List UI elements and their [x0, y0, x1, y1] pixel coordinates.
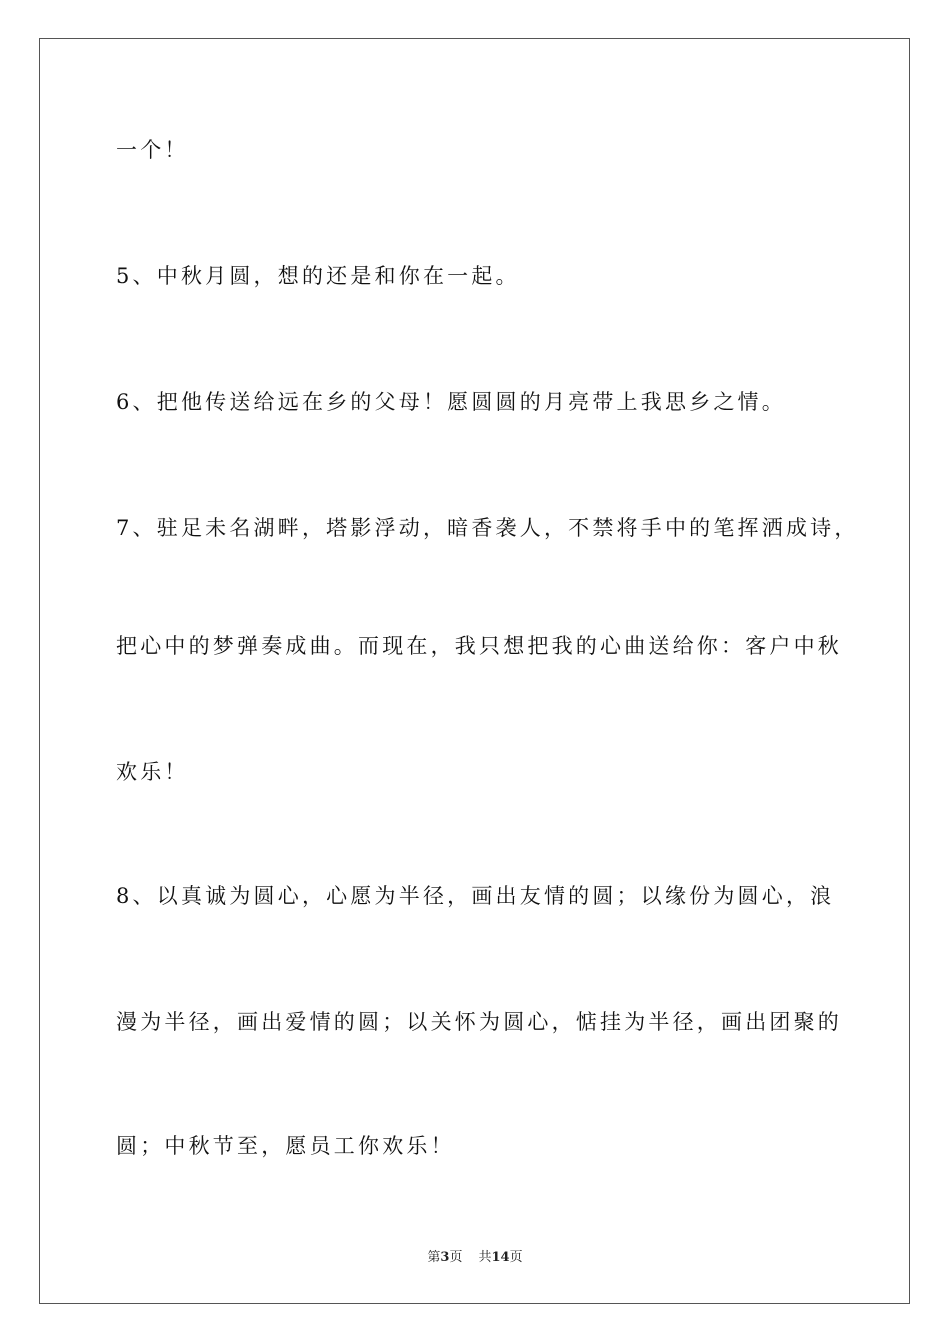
page-footer — [0, 1249, 950, 1267]
total-pages: 14 — [491, 1250, 510, 1265]
text-line-item-8: 8、以真诚为圆心，心愿为半径，画出友情的圆；以缘份为圆心，浪 — [116, 884, 835, 908]
text-line-item-8-cont-2: 圆；中秋节至，愿员工你欢乐！ — [116, 1134, 455, 1158]
text-line-item-8-cont-1: 漫为半径，画出爱情的圆；以关怀为圆心，惦挂为半径，画出团聚的 — [116, 1010, 842, 1034]
page-border — [39, 38, 910, 1304]
text-line-item-5: 5、中秋月圆，想的还是和你在一起。 — [116, 264, 520, 288]
text-line-item-7-cont-1: 把心中的梦弹奏成曲。而现在，我只想把我的心曲送给你：客户中秋 — [116, 634, 842, 658]
text-line-item-7: 7、驻足未名湖畔，塔影浮动，暗香袭人，不禁将手中的笔挥洒成诗， — [116, 516, 859, 540]
page-prefix: 第 — [427, 1250, 441, 1265]
page-number: 3 — [440, 1250, 450, 1265]
total-prefix: 共 — [478, 1250, 492, 1265]
total-suffix: 页 — [509, 1250, 523, 1265]
text-line-item-7-cont-2: 欢乐！ — [116, 760, 189, 784]
page-suffix: 页 — [449, 1250, 463, 1265]
text-line-1: 一个！ — [116, 138, 189, 162]
text-line-item-6: 6、把他传送给远在乡的父母！愿圆圆的月亮带上我思乡之情。 — [116, 390, 786, 414]
